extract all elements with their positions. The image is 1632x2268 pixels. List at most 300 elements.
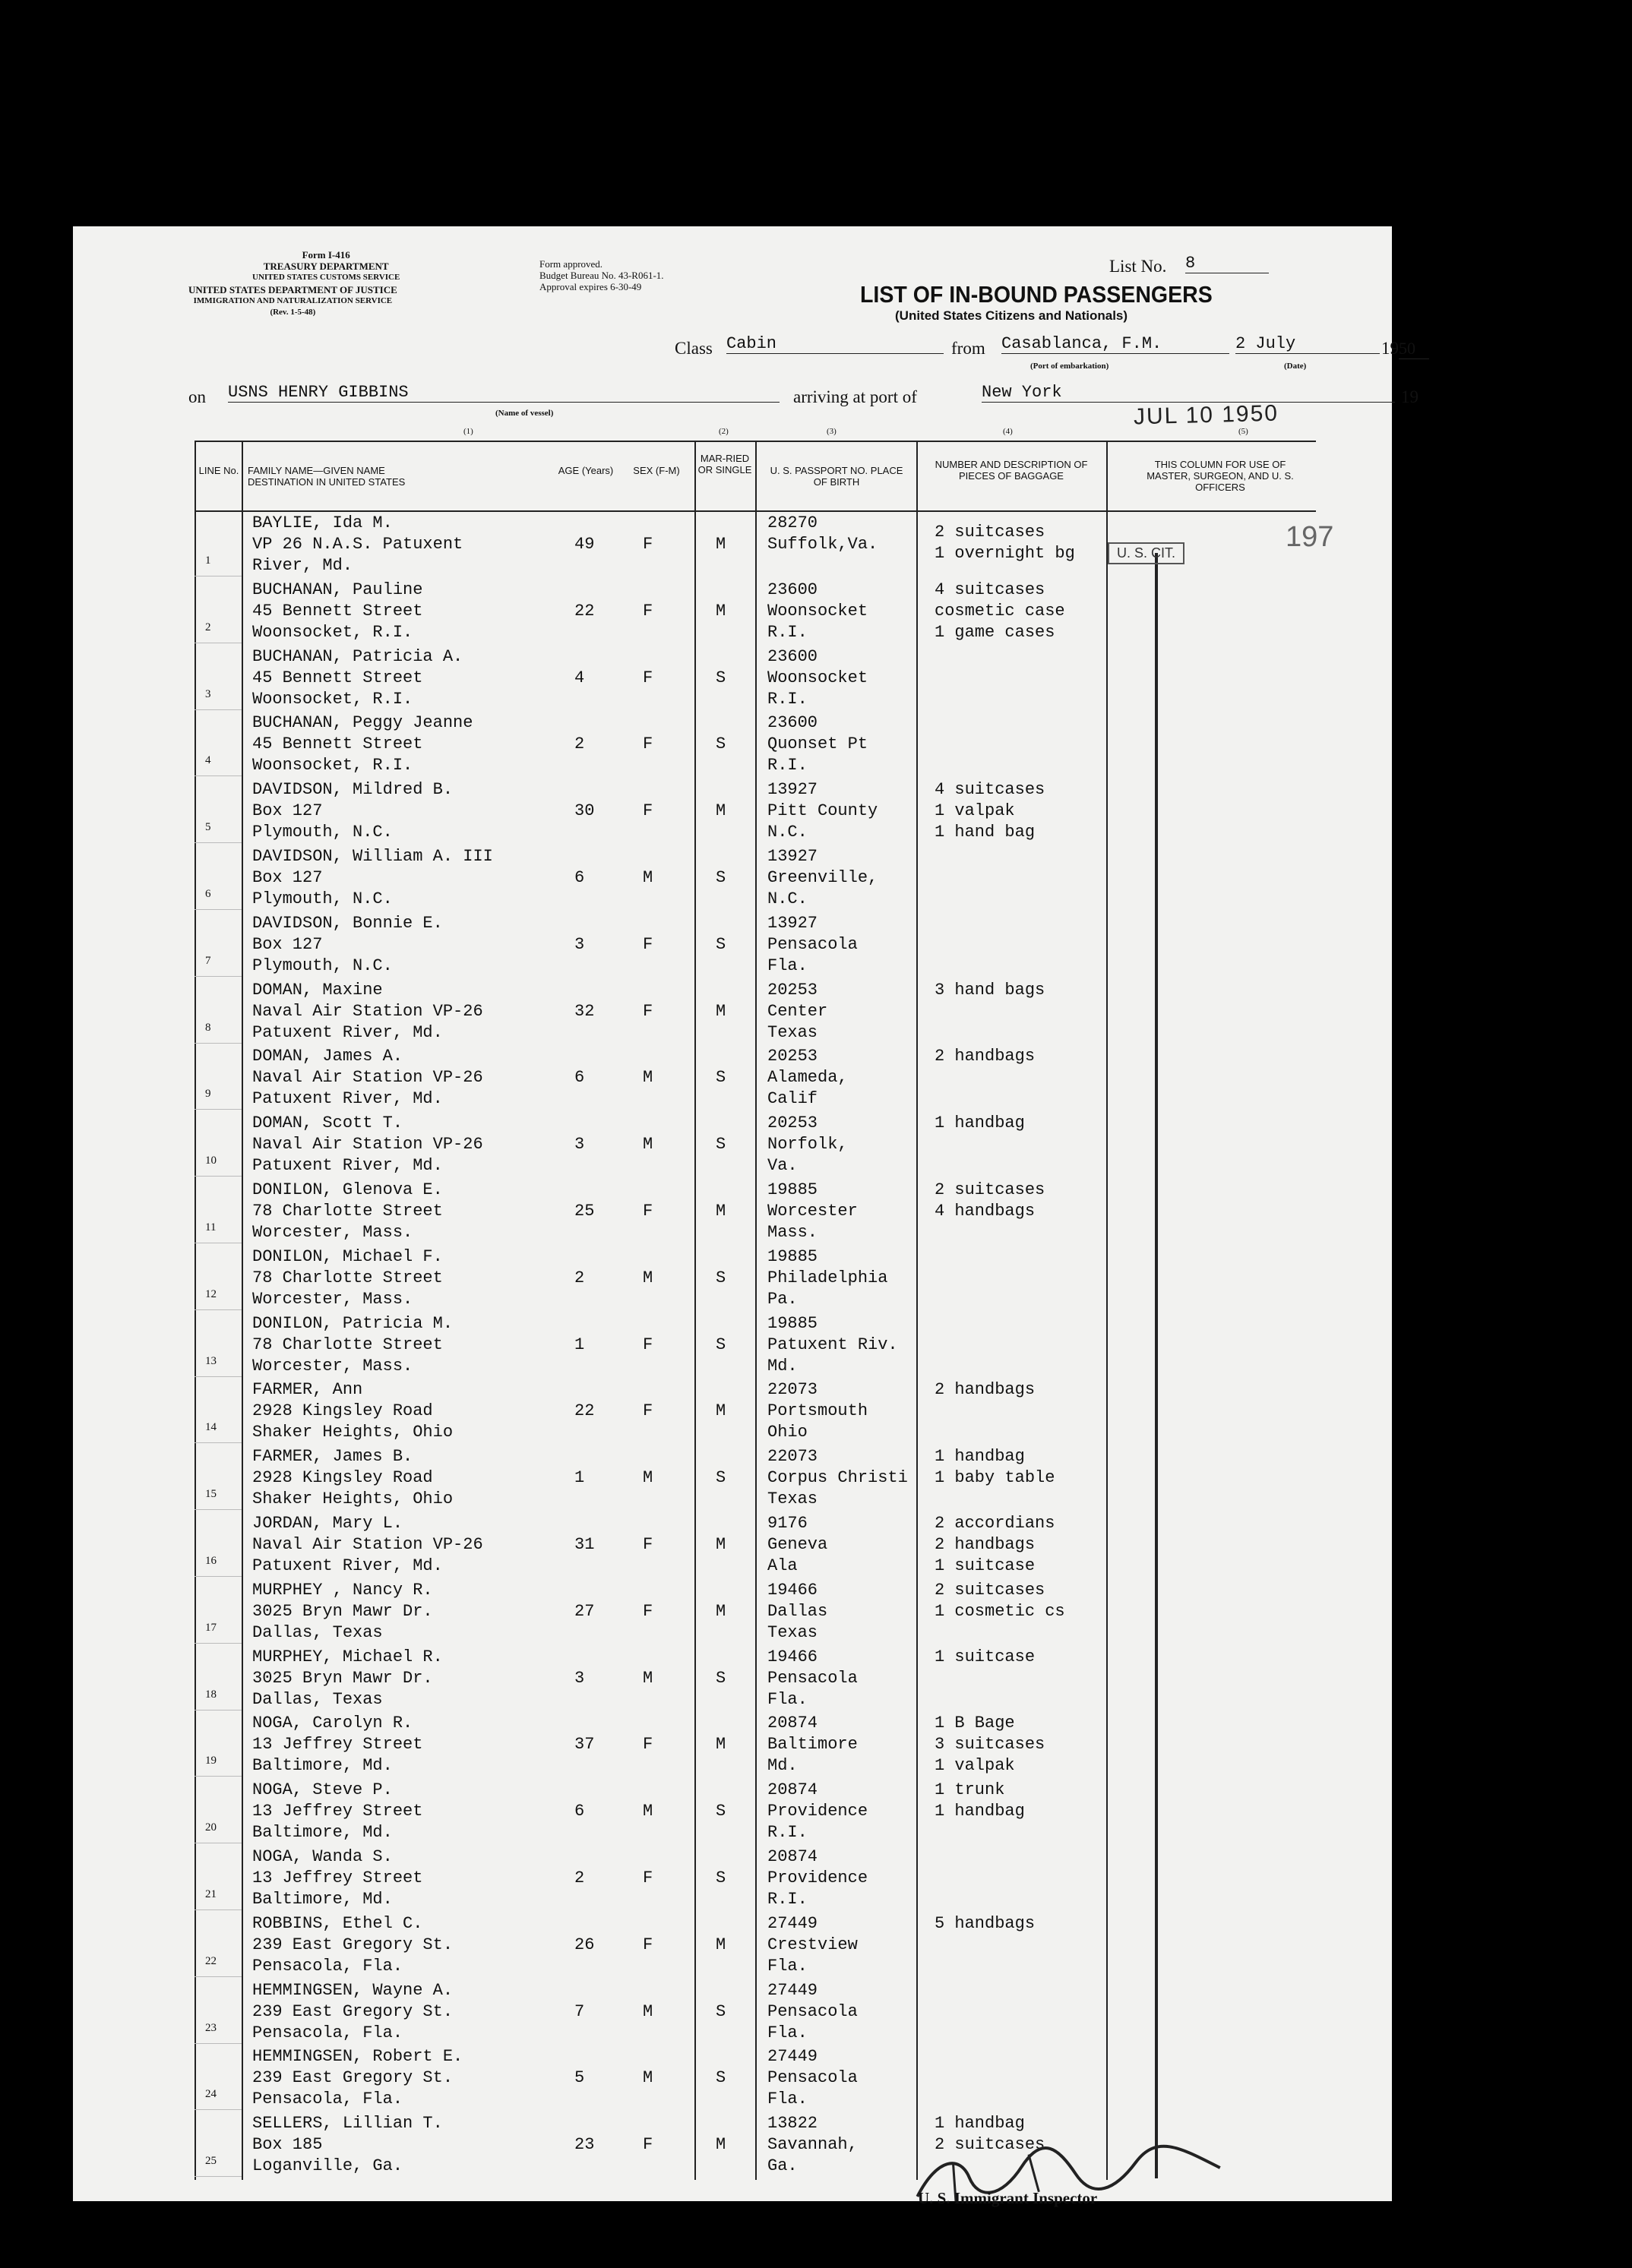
sex: F (643, 1935, 653, 1954)
age: 31 (574, 1535, 595, 1554)
baggage-line: 4 suitcases (935, 580, 1045, 599)
table-row (73, 577, 1392, 644)
marital-status: M (716, 1735, 726, 1755)
age: 3 (574, 1135, 585, 1155)
destination-street: 45 Bennett Street (252, 601, 423, 621)
line-number: 15 (205, 1488, 217, 1501)
marital-status: M (716, 1935, 726, 1954)
line-number: 20 (205, 1821, 217, 1834)
birth-place: Norfolk, (767, 1135, 848, 1155)
destination-city: River, Md. (252, 556, 353, 575)
passport-number: 20253 (767, 1113, 818, 1133)
birth-place: Woonsocket (767, 668, 868, 687)
destination-street: Naval Air Station VP-26 (252, 1535, 483, 1554)
age: 22 (574, 601, 595, 621)
baggage-line: 1 trunk (935, 1780, 1005, 1800)
destination-street: 78 Charlotte Street (252, 1335, 443, 1354)
baggage-line: 2 suitcases (935, 1580, 1045, 1600)
baggage-line: 2 handbags (935, 1535, 1036, 1554)
birth-place: Providence (767, 1802, 868, 1821)
embarkation-port: Casablanca, F.M. (1001, 334, 1229, 354)
birth-place: Pensacola (767, 1668, 858, 1688)
table-row (73, 1844, 1392, 1911)
passenger-name: NOGA, Wanda S. (252, 1847, 393, 1866)
line-number: 13 (205, 1354, 217, 1367)
passport-number: 22073 (767, 1447, 818, 1467)
us-citizen-stamp: U. S. CIT. (1108, 542, 1184, 564)
marital-status: M (716, 1601, 726, 1621)
passport-number: 13822 (767, 2114, 818, 2134)
line-number: 11 (205, 1221, 217, 1234)
line-number: 12 (205, 1287, 217, 1300)
age: 3 (574, 934, 585, 954)
age: 25 (574, 1202, 595, 1221)
marital-status: M (716, 2135, 726, 2155)
sex: F (643, 1401, 653, 1421)
destination-city: Woonsocket, R.I. (252, 689, 413, 709)
birth-place: Geneva (767, 1535, 828, 1554)
passport-number: 27449 (767, 1913, 818, 1933)
marital-status: S (716, 934, 726, 954)
col-header-baggage: NUMBER AND DESCRIPTION OF PIECES OF BAGGAGE (935, 459, 1088, 482)
line-number: 2 (205, 621, 211, 633)
birth-place-state: Texas (767, 1022, 818, 1042)
birth-place: Pensacola (767, 2068, 858, 2088)
sex: M (643, 1135, 653, 1155)
birth-place-state: Calif (767, 1089, 818, 1109)
date-caption: (Date) (1284, 362, 1307, 371)
birth-place: Providence (767, 1868, 868, 1887)
baggage-line: 1 cosmetic cs (935, 1601, 1065, 1621)
birth-place-state: R.I. (767, 756, 808, 775)
line-number: 1 (205, 554, 211, 567)
birth-place-state: Fla. (767, 2023, 808, 2042)
col-header-sex: SEX (F-M) (633, 465, 680, 476)
birth-place: Center (767, 1001, 828, 1021)
passenger-name: DAVIDSON, Bonnie E. (252, 913, 443, 933)
col-num-2: (2) (719, 427, 729, 436)
passport-number: 23600 (767, 713, 818, 733)
age: 37 (574, 1735, 595, 1755)
approval-block (539, 258, 664, 292)
treasury-dept: TREASURY DEPARTMENT (263, 261, 389, 272)
baggage-line: 2 handbags (935, 1380, 1036, 1400)
birth-place-state: R.I. (767, 1823, 808, 1843)
passenger-name: MURPHEY, Michael R. (252, 1647, 443, 1666)
age: 6 (574, 1802, 585, 1821)
sex: M (643, 2001, 653, 2021)
passport-number: 20874 (767, 1847, 818, 1866)
birth-place-state: Texas (767, 1489, 818, 1509)
table-row (73, 1644, 1392, 1711)
baggage-line: 3 hand bags (935, 980, 1045, 1000)
marital-status: S (716, 734, 726, 754)
birth-place-state: Fla. (767, 1689, 808, 1709)
sex: F (643, 1001, 653, 1021)
destination-city: Worcester, Mass. (252, 1356, 413, 1376)
destination-street: 78 Charlotte Street (252, 1268, 443, 1287)
birth-place-state: Ala (767, 1556, 798, 1575)
passport-number: 13927 (767, 780, 818, 800)
baggage-line: 1 game cases (935, 622, 1055, 642)
passenger-name: DOMAN, Scott T. (252, 1113, 403, 1133)
age: 6 (574, 868, 585, 887)
destination-city: Worcester, Mass. (252, 1223, 413, 1242)
line-number: 24 (205, 2088, 217, 2101)
destination-street: 239 East Gregory St. (252, 1935, 454, 1954)
line-number: 21 (205, 1888, 217, 1900)
sex: F (643, 734, 653, 754)
marital-status: M (716, 535, 726, 554)
table-row (73, 911, 1392, 978)
birth-place: Portsmouth (767, 1401, 868, 1421)
age: 26 (574, 1935, 595, 1954)
marital-status: S (716, 1068, 726, 1088)
destination-city: Loganville, Ga. (252, 2156, 403, 2176)
passenger-name: NOGA, Steve P. (252, 1780, 393, 1800)
table-row (73, 710, 1392, 777)
destination-street: Naval Air Station VP-26 (252, 1001, 483, 1021)
arriving-label: arriving at port of (793, 387, 917, 406)
line-number: 25 (205, 2155, 217, 2168)
line-number: 18 (205, 1688, 217, 1701)
arrival-port: New York (982, 383, 1395, 403)
baggage-line: 1 handbag (935, 1447, 1025, 1467)
destination-street: Naval Air Station VP-26 (252, 1068, 483, 1088)
line-number: 8 (205, 1021, 211, 1034)
row-rule (195, 2176, 242, 2177)
baggage-line: 2 suitcases (935, 2135, 1045, 2155)
col-num-5: (5) (1238, 427, 1248, 436)
destination-city: Plymouth, N.C. (252, 956, 393, 975)
on-label: on (188, 387, 206, 406)
destination-city: Pensacola, Fla. (252, 1956, 403, 1976)
marital-status: S (716, 1335, 726, 1354)
baggage-line: 2 accordians (935, 1514, 1055, 1533)
table-row (73, 644, 1392, 711)
sex: M (643, 868, 653, 887)
form-id-block (252, 249, 400, 283)
table-row (73, 1110, 1392, 1177)
birth-place: Woonsocket (767, 601, 868, 621)
table-row (73, 2044, 1392, 2111)
birth-place-state: Va. (767, 1156, 798, 1176)
baggage-line: 5 handbags (935, 1913, 1036, 1933)
passport-number: 19885 (767, 1313, 818, 1333)
page-number: 197 (1286, 521, 1334, 553)
page-subtitle: (United States Citizens and Nationals) (895, 308, 1128, 323)
baggage-line: 4 suitcases (935, 780, 1045, 800)
baggage-line: 2 suitcases (935, 1180, 1045, 1199)
passport-number: 19885 (767, 1180, 818, 1199)
col-num-4: (4) (1003, 427, 1013, 436)
sex: F (643, 1868, 653, 1887)
approval-expires: Approval expires 6-30-49 (539, 281, 642, 292)
birth-place: Pensacola (767, 2001, 858, 2021)
line-number: 4 (205, 754, 211, 767)
col-header-line: LINE No. (198, 465, 239, 476)
table-row (73, 1978, 1392, 2045)
col-header-passport: U. S. PASSPORT NO. PLACE OF BIRTH (770, 465, 903, 488)
birth-place: Quonset Pt (767, 734, 868, 754)
sex: F (643, 1335, 653, 1354)
passenger-name: HEMMINGSEN, Wayne A. (252, 1980, 454, 2000)
line-number: 16 (205, 1555, 217, 1567)
baggage-line: 1 valpak (935, 1756, 1015, 1776)
line-number: 5 (205, 821, 211, 834)
sex: M (643, 1468, 653, 1488)
passenger-name: DOMAN, Maxine (252, 980, 383, 1000)
age: 1 (574, 1468, 585, 1488)
baggage-line: cosmetic case (935, 601, 1065, 621)
birth-place-state: R.I. (767, 622, 808, 642)
passport-number: 19466 (767, 1647, 818, 1666)
class-label: Class (675, 339, 713, 358)
year-suffix: 50 (1399, 339, 1429, 359)
birth-place: Philadelphia (767, 1268, 888, 1287)
col-header-married: MAR-RIED OR SINGLE (697, 453, 752, 475)
passport-number: 20874 (767, 1714, 818, 1733)
inspector-caption: U. S. Immigrant Inspector (918, 2189, 1098, 2207)
destination-city: Dallas, Texas (252, 1622, 383, 1642)
baggage-line: 1 suitcase (935, 1647, 1036, 1666)
col-header-officers: THIS COLUMN FOR USE OF MASTER, SURGEON, AND U. S. OFFICERS (1147, 459, 1294, 493)
destination-street: 239 East Gregory St. (252, 2001, 454, 2021)
age: 2 (574, 734, 585, 754)
age: 23 (574, 2135, 595, 2155)
table-row (73, 777, 1392, 844)
birth-place: Dallas (767, 1601, 828, 1621)
sex: F (643, 801, 653, 821)
birth-place-state: R.I. (767, 1890, 808, 1909)
passport-number: 20874 (767, 1780, 818, 1800)
passport-number: 27449 (767, 2047, 818, 2067)
birth-place: Baltimore (767, 1735, 858, 1755)
col-num-3: (3) (827, 427, 837, 436)
birth-place: Greenville, (767, 868, 878, 887)
baggage-line: 1 hand bag (935, 823, 1036, 842)
passenger-name: DAVIDSON, Mildred B. (252, 780, 454, 800)
birth-place: Pensacola (767, 934, 858, 954)
destination-city: Dallas, Texas (252, 1689, 383, 1709)
birth-place-state: Mass. (767, 1223, 818, 1242)
passenger-name: DONILON, Glenova E. (252, 1180, 443, 1199)
age: 49 (574, 535, 595, 554)
marital-status: M (716, 601, 726, 621)
form-number: Form I-416 (302, 249, 350, 261)
baggage-line: 2 suitcases (935, 523, 1045, 542)
table-row (73, 1377, 1392, 1444)
marital-status: S (716, 1802, 726, 1821)
passport-number: 22073 (767, 1380, 818, 1400)
passenger-name: MURPHEY , Nancy R. (252, 1580, 433, 1600)
line-number: 19 (205, 1755, 217, 1767)
passenger-manifest-page (73, 226, 1419, 2207)
destination-city: Baltimore, Md. (252, 1823, 393, 1843)
marital-status: S (716, 1668, 726, 1688)
birth-place-state: Md. (767, 1756, 798, 1776)
dept-of-justice: UNITED STATES DEPARTMENT OF JUSTICE (188, 284, 397, 295)
arrival-year-prefix: 19 (1401, 387, 1419, 406)
marital-status: M (716, 1401, 726, 1421)
agency-block (188, 284, 397, 318)
passenger-name: BUCHANAN, Pauline (252, 580, 423, 599)
sex: M (643, 1802, 653, 1821)
marital-status: S (716, 868, 726, 887)
table-row (73, 1177, 1392, 1244)
destination-city: Plymouth, N.C. (252, 823, 393, 842)
birth-place-state: Fla. (767, 2090, 808, 2109)
marital-status: M (716, 1001, 726, 1021)
age: 3 (574, 1668, 585, 1688)
passenger-name: DONILON, Michael F. (252, 1246, 443, 1266)
customs-service: UNITED STATES CUSTOMS SERVICE (252, 273, 400, 282)
passport-number: 23600 (767, 646, 818, 666)
destination-street: 2928 Kingsley Road (252, 1468, 433, 1488)
list-no-value: 8 (1185, 254, 1269, 273)
destination-street: 45 Bennett Street (252, 734, 423, 754)
col-header-age: AGE (Years) (558, 465, 614, 476)
destination-street: Box 127 (252, 868, 323, 887)
passenger-name: FARMER, James B. (252, 1447, 413, 1467)
passport-number: 13927 (767, 913, 818, 933)
passenger-name: FARMER, Ann (252, 1380, 363, 1400)
age: 2 (574, 1268, 585, 1287)
baggage-line: 4 handbags (935, 1202, 1036, 1221)
year-prefix: 1950 (1381, 339, 1429, 359)
birth-place-state: N.C. (767, 889, 808, 908)
destination-city: Pensacola, Fla. (252, 2090, 403, 2109)
passenger-name: BAYLIE, Ida M. (252, 513, 393, 532)
table-row (73, 1511, 1392, 1578)
age: 30 (574, 801, 595, 821)
destination-street: 13 Jeffrey Street (252, 1868, 423, 1887)
sex: F (643, 535, 653, 554)
destination-city: Patuxent River, Md. (252, 1089, 443, 1109)
destination-city: Woonsocket, R.I. (252, 756, 413, 775)
sex: M (643, 1068, 653, 1088)
passport-number: 20253 (767, 1047, 818, 1066)
destination-street: Box 127 (252, 934, 323, 954)
line-number: 6 (205, 888, 211, 900)
ins-service: IMMIGRATION AND NATURALIZATION SERVICE (193, 296, 393, 305)
baggage-line: 1 baby table (935, 1468, 1055, 1488)
birth-place-state: Fla. (767, 956, 808, 975)
col-header-name: FAMILY NAME—GIVEN NAME DESTINATION IN UNITED STATES (248, 465, 406, 488)
baggage-line: 1 handbag (935, 1802, 1025, 1821)
destination-street: 78 Charlotte Street (252, 1202, 443, 1221)
marital-status: S (716, 2068, 726, 2088)
passport-number: 9176 (767, 1514, 808, 1533)
age: 6 (574, 1068, 585, 1088)
marital-status: M (716, 1202, 726, 1221)
sex: F (643, 1535, 653, 1554)
vessel-name: USNS HENRY GIBBINS (228, 383, 780, 403)
sex: F (643, 601, 653, 621)
baggage-line: 1 B Bage (935, 1714, 1015, 1733)
sex: M (643, 2068, 653, 2088)
age: 32 (574, 1001, 595, 1021)
baggage-line: 1 suitcase (935, 1556, 1036, 1575)
birth-place-state: Pa. (767, 1289, 798, 1309)
birth-place-state: Md. (767, 1356, 798, 1376)
birth-place: Patuxent Riv. (767, 1335, 898, 1354)
line-number: 10 (205, 1155, 217, 1167)
passenger-name: BUCHANAN, Patricia A. (252, 646, 463, 666)
age: 22 (574, 1401, 595, 1421)
passport-number: 19466 (767, 1580, 818, 1600)
table-row (73, 978, 1392, 1044)
marital-status: S (716, 2001, 726, 2021)
destination-city: Baltimore, Md. (252, 1756, 393, 1776)
passport-number: 28270 (767, 513, 818, 532)
table-row (73, 1710, 1392, 1777)
sex: F (643, 1735, 653, 1755)
sex: F (643, 934, 653, 954)
marital-status: S (716, 1868, 726, 1887)
birth-place-state: Ohio (767, 1423, 808, 1442)
baggage-line: 2 handbags (935, 1047, 1036, 1066)
line-number: 23 (205, 2021, 217, 2034)
destination-street: 3025 Bryn Mawr Dr. (252, 1601, 433, 1621)
passenger-name: JORDAN, Mary L. (252, 1514, 403, 1533)
age: 27 (574, 1601, 595, 1621)
destination-city: Patuxent River, Md. (252, 1556, 443, 1575)
birth-place: Suffolk,Va. (767, 535, 878, 554)
marital-status: S (716, 1135, 726, 1155)
birth-place: Savannah, (767, 2135, 858, 2155)
destination-city: Woonsocket, R.I. (252, 622, 413, 642)
destination-street: 13 Jeffrey Street (252, 1735, 423, 1755)
destination-street: 13 Jeffrey Street (252, 1802, 423, 1821)
passenger-name: HEMMINGSEN, Robert E. (252, 2047, 463, 2067)
marital-status: M (716, 1535, 726, 1554)
marital-status: S (716, 1468, 726, 1488)
destination-city: Patuxent River, Md. (252, 1156, 443, 1176)
form-approved: Form approved. (539, 258, 603, 270)
revision: (Rev. 1-5-48) (270, 308, 316, 317)
table-row (73, 510, 1392, 577)
destination-city: Shaker Heights, Ohio (252, 1489, 454, 1509)
passenger-name: ROBBINS, Ethel C. (252, 1913, 423, 1933)
destination-street: 3025 Bryn Mawr Dr. (252, 1668, 433, 1688)
passenger-name: DONILON, Patricia M. (252, 1313, 454, 1333)
age: 5 (574, 2068, 585, 2088)
marital-status: S (716, 668, 726, 687)
sex: M (643, 1668, 653, 1688)
passenger-name: NOGA, Carolyn R. (252, 1714, 413, 1733)
marital-status: S (716, 1268, 726, 1287)
passport-number: 20253 (767, 980, 818, 1000)
table-row (73, 1244, 1392, 1311)
birth-place: Worcester (767, 1202, 858, 1221)
table-row (73, 1777, 1392, 1844)
sex: M (643, 1268, 653, 1287)
arrival-date-stamp: JUL 10 1950 (1133, 400, 1279, 430)
table-row (73, 1911, 1392, 1978)
passport-number: 23600 (767, 580, 818, 599)
page-title: LIST OF IN-BOUND PASSENGERS (860, 281, 1213, 308)
line-number: 9 (205, 1088, 211, 1101)
from-label: from (951, 339, 985, 358)
age: 1 (574, 1335, 585, 1354)
baggage-line: 1 valpak (935, 801, 1015, 821)
passenger-name: DOMAN, James A. (252, 1047, 403, 1066)
destination-city: Worcester, Mass. (252, 1289, 413, 1309)
sex: F (643, 668, 653, 687)
baggage-line: 1 handbag (935, 1113, 1025, 1133)
birth-place-state: Ga. (767, 2156, 798, 2176)
